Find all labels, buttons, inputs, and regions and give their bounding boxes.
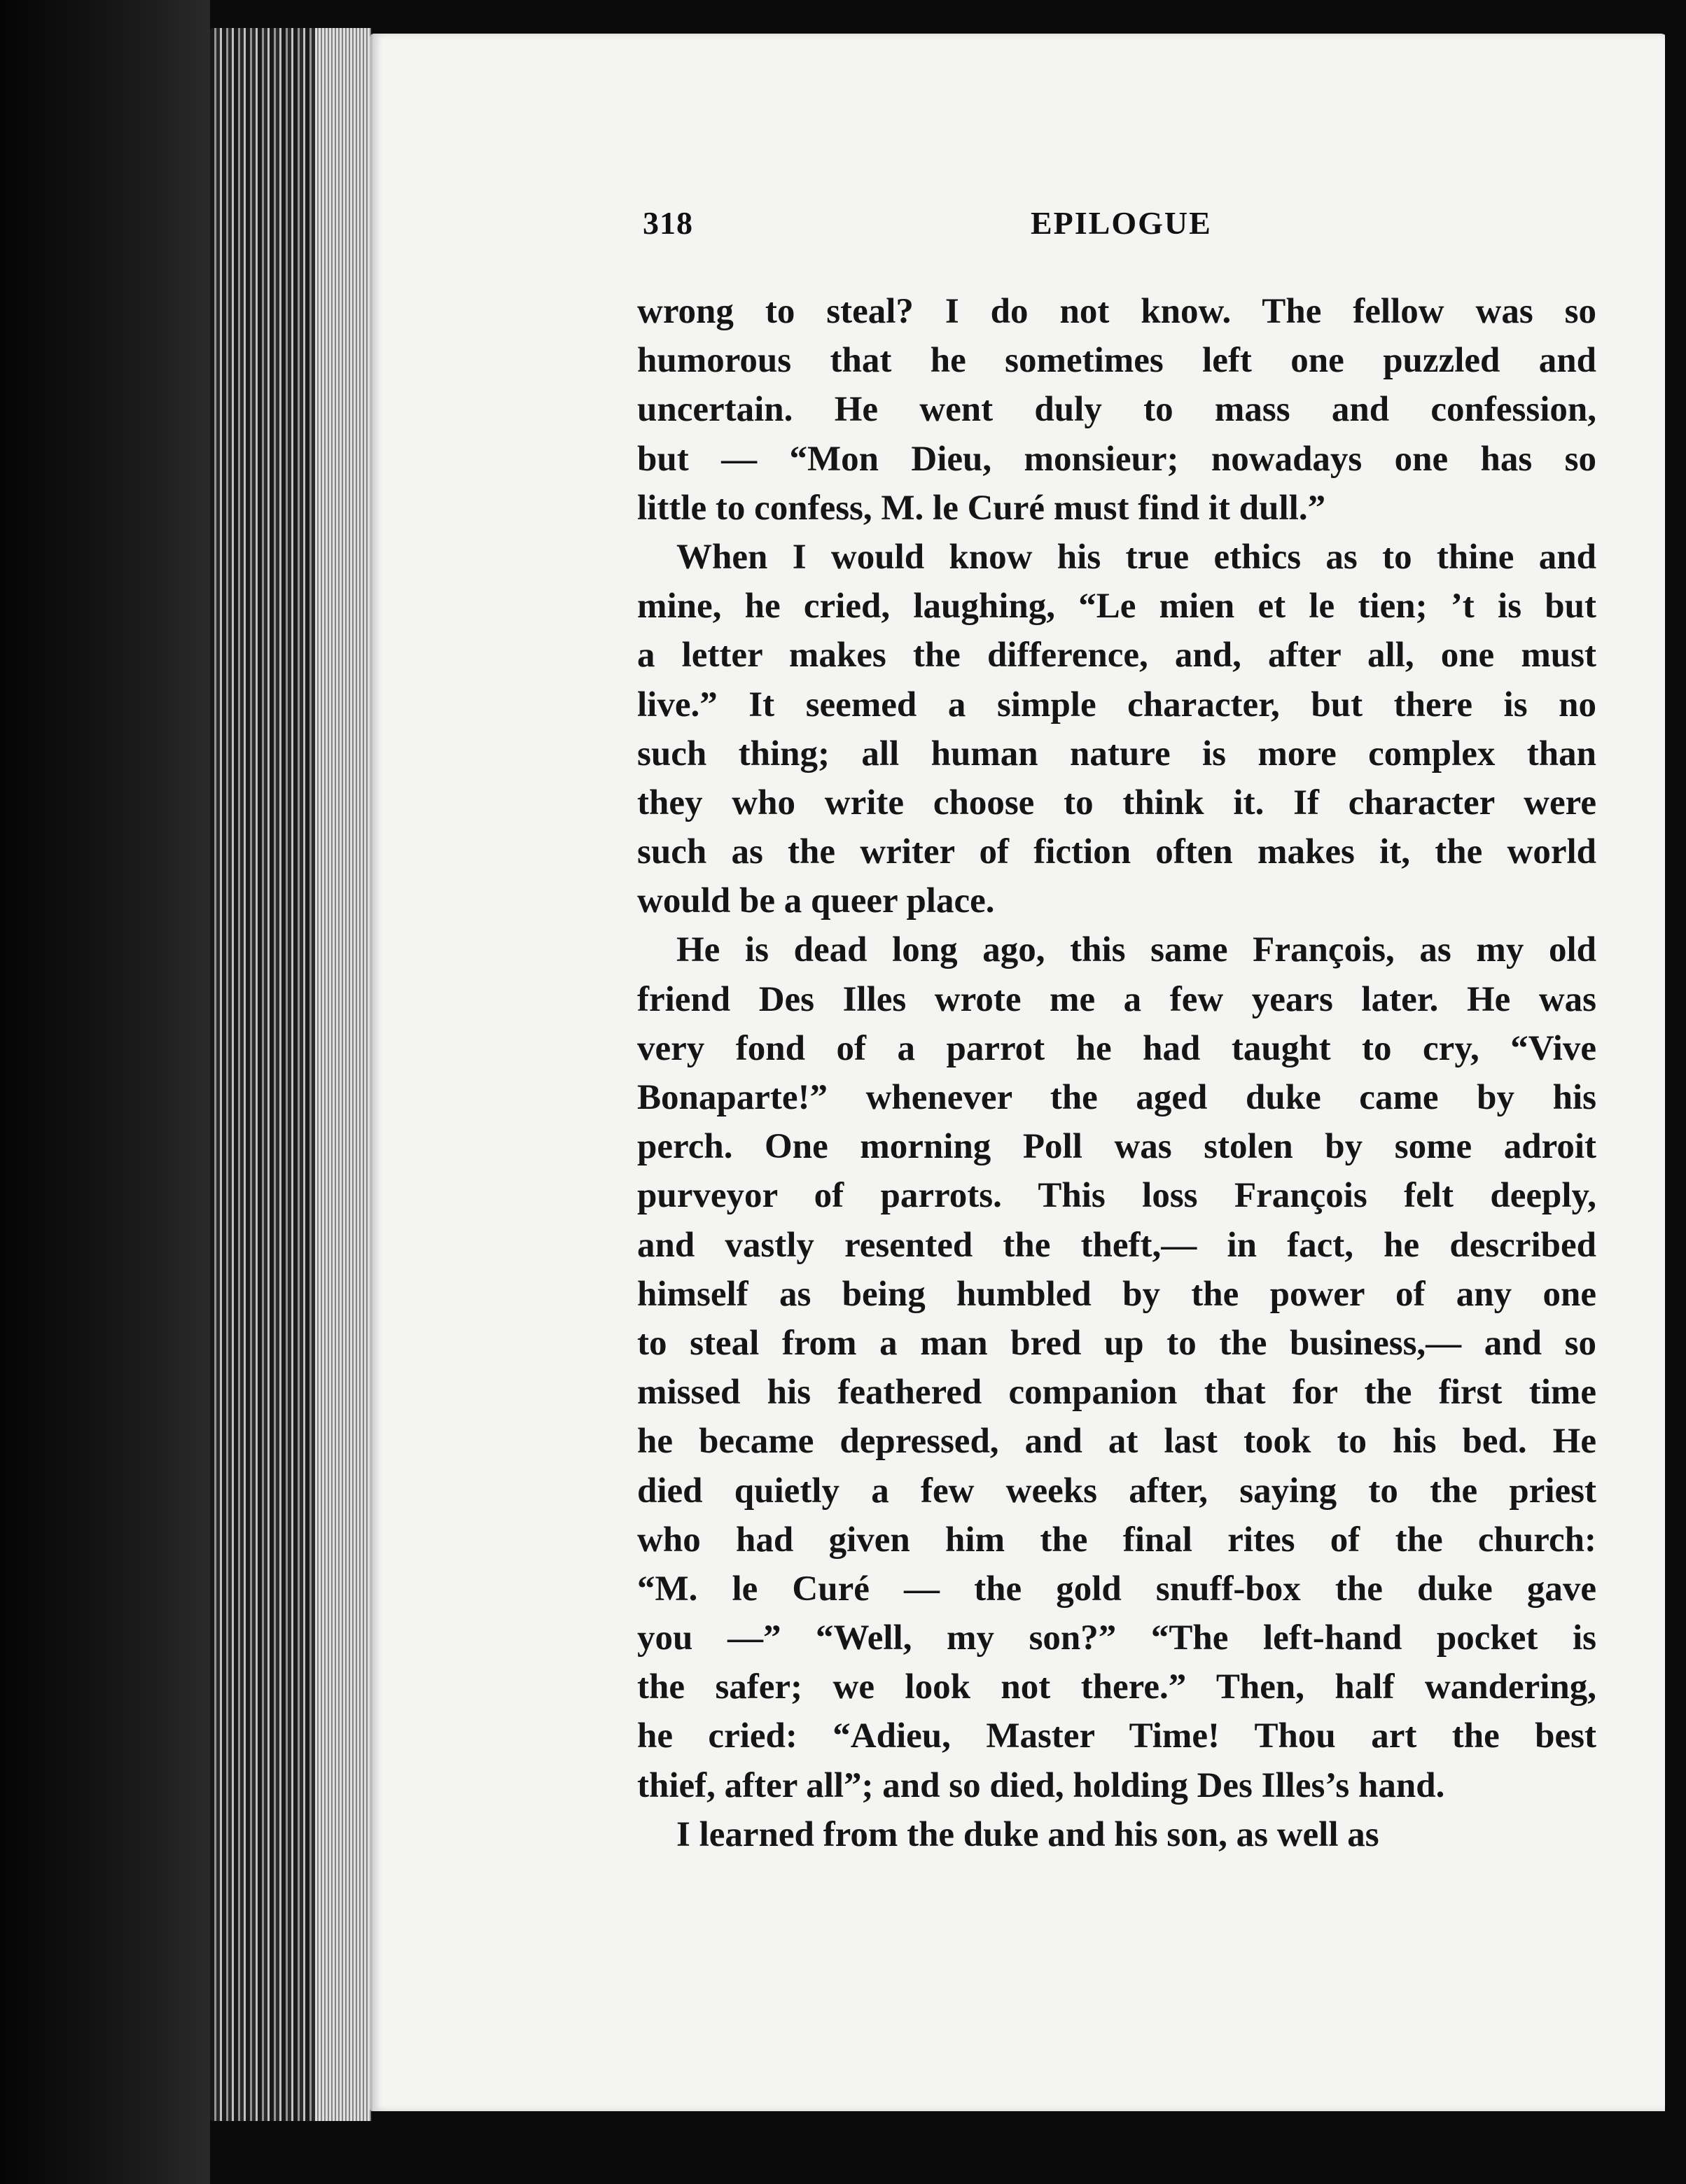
text-line: he became depressed, and at last took to his bed. He <box>637 1422 1596 1462</box>
text-line: very fond of a parrot he had taught to cry, “Vive <box>637 1028 1596 1068</box>
text-line: little to confess, M. le Curé must find it dull.” <box>637 488 1326 528</box>
text-line: died quietly a few weeks after, saying to the priest <box>637 1471 1596 1511</box>
text-line: and vastly resented the theft,— in fact, he described <box>637 1225 1596 1265</box>
scan-border-right <box>1665 0 1686 2184</box>
text-line: humorous that he sometimes left one puzzled and <box>637 341 1596 381</box>
text-line: thief, after all”; and so died, holding Des Illes’s hand. <box>637 1765 1445 1805</box>
book-page-edges <box>210 28 371 2121</box>
text-line: a letter makes the difference, and, after all, one must <box>637 636 1596 676</box>
text-line: wrong to steal? I do not know. The fellow was so <box>637 292 1596 331</box>
text-line: live.” It seemed a simple character, but there is no <box>637 685 1596 724</box>
text-line: missed his feathered companion that for the first time <box>637 1373 1596 1413</box>
page-number: 318 <box>643 205 693 241</box>
text-line: but — “Mon Dieu, monsieur; nowadays one has so <box>637 439 1596 479</box>
text-line: purveyor of parrots. This loss François felt deeply, <box>637 1176 1596 1216</box>
text-line: “M. le Curé — the gold snuff-box the duke gave <box>637 1569 1596 1609</box>
text-line: would be a queer place. <box>637 881 995 921</box>
text-line: you —” “Well, my son?” “The left-hand pocket is <box>637 1618 1596 1658</box>
body-text <box>637 287 1596 1859</box>
text-line: such as the writer of fiction often makes it, the world <box>637 832 1596 872</box>
running-head <box>643 204 1595 246</box>
scan-border-bottom <box>210 2121 1686 2184</box>
text-line: such thing; all human nature is more complex than <box>637 734 1596 774</box>
scan-border-top <box>210 0 1686 34</box>
text-line: mine, he cried, laughing, “Le mien et le tien; ’t is but <box>637 587 1596 626</box>
text-line: himself as being humbled by the power of any one <box>637 1274 1596 1314</box>
paragraph-start-line: He is dead long ago, this same François, as my old <box>676 930 1596 970</box>
text-line: the safer; we look not there.” Then, half wandering, <box>637 1667 1596 1707</box>
text-line: to steal from a man bred up to the business,— and so <box>637 1323 1596 1363</box>
text-line: he cried: “Adieu, Master Time! Thou art the best <box>637 1716 1596 1756</box>
paragraph-start-line: When I would know his true ethics as to thine and <box>676 537 1596 577</box>
text-line: Bonaparte!” whenever the aged duke came by his <box>637 1078 1596 1117</box>
scan-border-left <box>0 0 210 2184</box>
text-line: perch. One morning Poll was stolen by some adroit <box>637 1127 1596 1167</box>
text-line: uncertain. He went duly to mass and confession, <box>637 390 1596 430</box>
running-title: EPILOGUE <box>1031 205 1212 241</box>
text-line: who had given him the final rites of the church: <box>637 1520 1596 1560</box>
text-line: friend Des Illes wrote me a few years later. He was <box>637 979 1596 1019</box>
text-line: they who write choose to think it. If character were <box>637 783 1596 822</box>
paragraph-start-line: I learned from the duke and his son, as well as <box>676 1814 1379 1854</box>
